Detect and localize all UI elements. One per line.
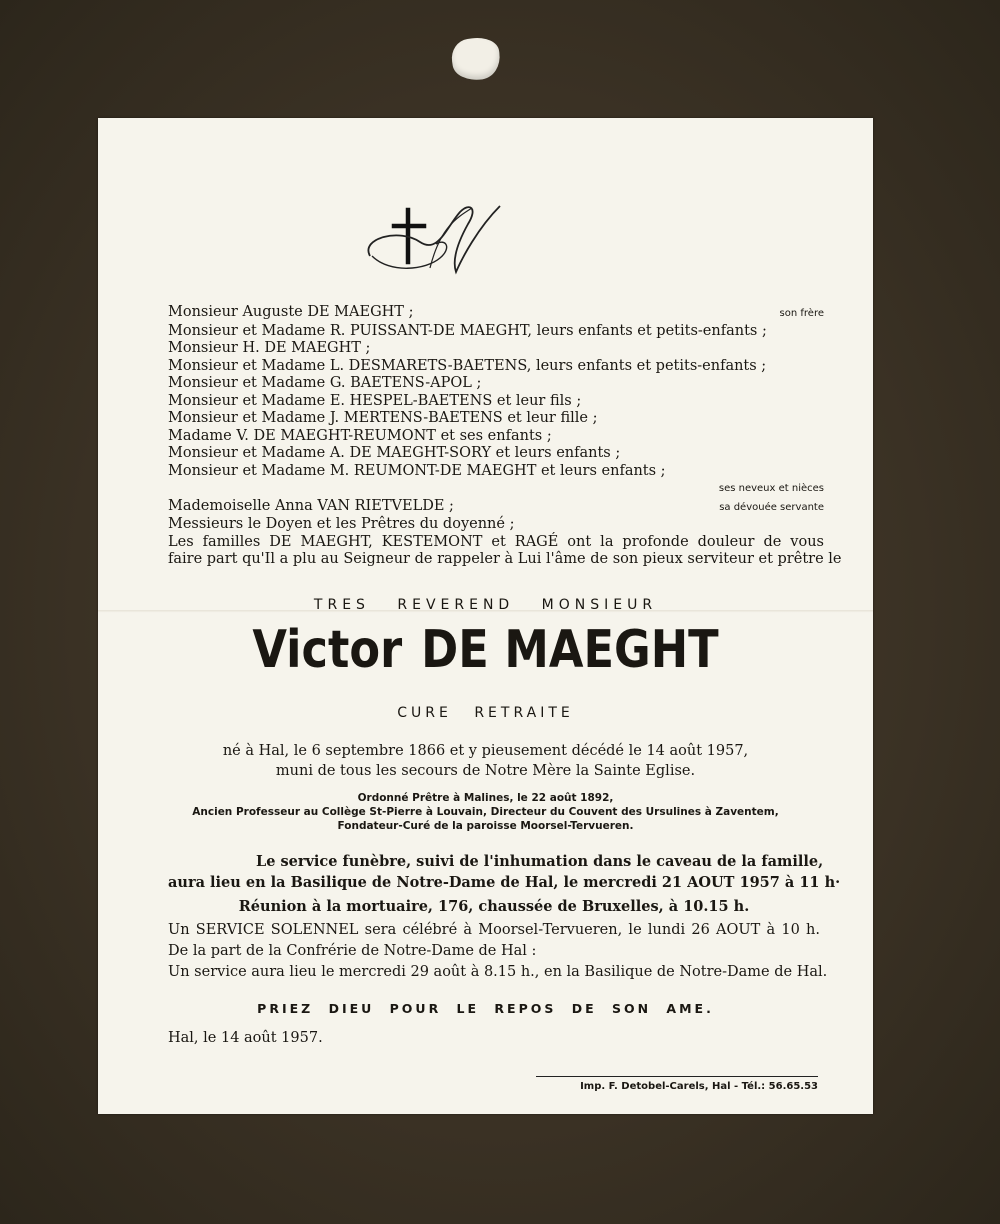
family-row [168,428,824,446]
position-title: CURE RETRAITE [397,705,574,721]
servant-row [168,498,824,517]
funeral-line: Le service funèbre, suivi de l'inhumation dans le caveau de la famille, [256,853,824,870]
family-member: Monsieur et Madame E. HESPEL-BAETENS et leur fils ; [168,392,582,409]
sacraments-line: muni de tous les secours de Notre Mère la Sainte Eglise. [275,763,696,779]
confrerie-service-line: Un service aura lieu le mercredi 29 août à 8.15 h., en la Basilique de Notre-Dame de Hal. [168,964,828,980]
servant-name: Mademoiselle Anna VAN RIETVELDE ; [168,497,454,514]
printer-imprint: Imp. F. Detobel-Carels, Hal - Tél.: 56.65.53 [536,1076,818,1092]
family-member: Monsieur et Madame A. DE MAEGHT-SORY et leurs enfants ; [168,445,621,461]
birth-line: né à Hal, le 6 septembre 1866 et y pieusement décédé le 14 août 1957, [222,743,749,759]
family-member: Monsieur Auguste DE MAEGHT ; [168,304,414,320]
birth-death-info [98,741,873,781]
nephews-note: ses neveux et nièces [718,483,824,494]
announcement-line: Les familles DE MAEGHT, KESTEMONT et RAGÉ ont la profonde douleur de vous [168,533,824,550]
career-info [98,791,873,833]
family-row [168,304,824,323]
prayer-line: PRIEZ DIEU POUR LE REPOS DE SON AME. [257,1001,714,1016]
family-member: Monsieur et Madame M. REUMONT-DE MAEGHT et leurs enfants ; [168,462,666,479]
servant-note: sa dévouée servante [719,501,824,513]
family-member: Monsieur H. DE MAEGHT ; [168,340,371,356]
career-line: Fondateur-Curé de la paroisse Moorsel-Tervueren. [337,820,634,832]
clergy-text: Messieurs le Doyen et les Prêtres du doyenné ; [168,516,515,532]
announcement-line: faire part qu'Il a plu au Seigneur de rappeler à Lui l'âme de son pieux serviteur et prêtre le [168,551,842,567]
family-row [168,340,824,358]
family-member: Madame V. DE MAEGHT-REUMONT et ses enfants ; [168,427,552,444]
clergy-row [168,516,824,534]
first-name: Victor [252,620,403,680]
family-row [168,410,824,428]
career-line: Ancien Professeur au Collège St-Pierre à Louvain, Directeur du Couvent des Ursulines à Zaventem, [192,806,779,818]
place-date: Hal, le 14 août 1957. [168,1030,323,1046]
solemn-service-line: Un SERVICE SOLENNEL sera célébré à Moorsel-Tervueren, le lundi 26 AOUT à 10 h. [168,922,820,938]
family-row [168,463,824,481]
family-member: Monsieur et Madame L. DESMARETS-BAETENS, leurs enfants et petits-enfants ; [168,357,767,374]
family-row [168,323,824,341]
family-member: Monsieur et Madame R. PUISSANT-DE MAEGHT, leurs enfants et petits-enfants ; [168,322,767,339]
last-name: DE MAEGHT [421,620,719,680]
nephews-row [168,480,824,498]
funeral-line: aura lieu en la Basilique de Notre-Dame de Hal, le mercredi 21 AOUT 1957 à 11 h· [168,874,841,891]
family-member: Monsieur et Madame J. MERTENS-BAETENS et leur fille ; [168,410,598,426]
family-row [168,393,824,411]
family-row [168,375,824,393]
deceased-name [152,620,819,680]
cross-monogram-icon [360,198,510,288]
service-info [168,851,841,983]
memorial-card [98,118,873,1114]
meeting-line: Réunion à la mortuaire, 176, chaussée de Bruxelles, à 10.15 h. [238,898,750,915]
family-list [168,304,842,569]
relation-note: son frère [779,308,824,319]
honorific-title: TRES REVEREND MONSIEUR [313,597,658,613]
family-row [168,358,824,376]
confrerie-line: De la part de la Confrérie de Notre-Dame de Hal : [168,943,537,959]
career-line: Ordonné Prêtre à Malines, le 22 août 1892, [357,792,614,804]
family-row [168,445,824,463]
family-member: Monsieur et Madame G. BAETENS-APOL ; [168,375,482,391]
